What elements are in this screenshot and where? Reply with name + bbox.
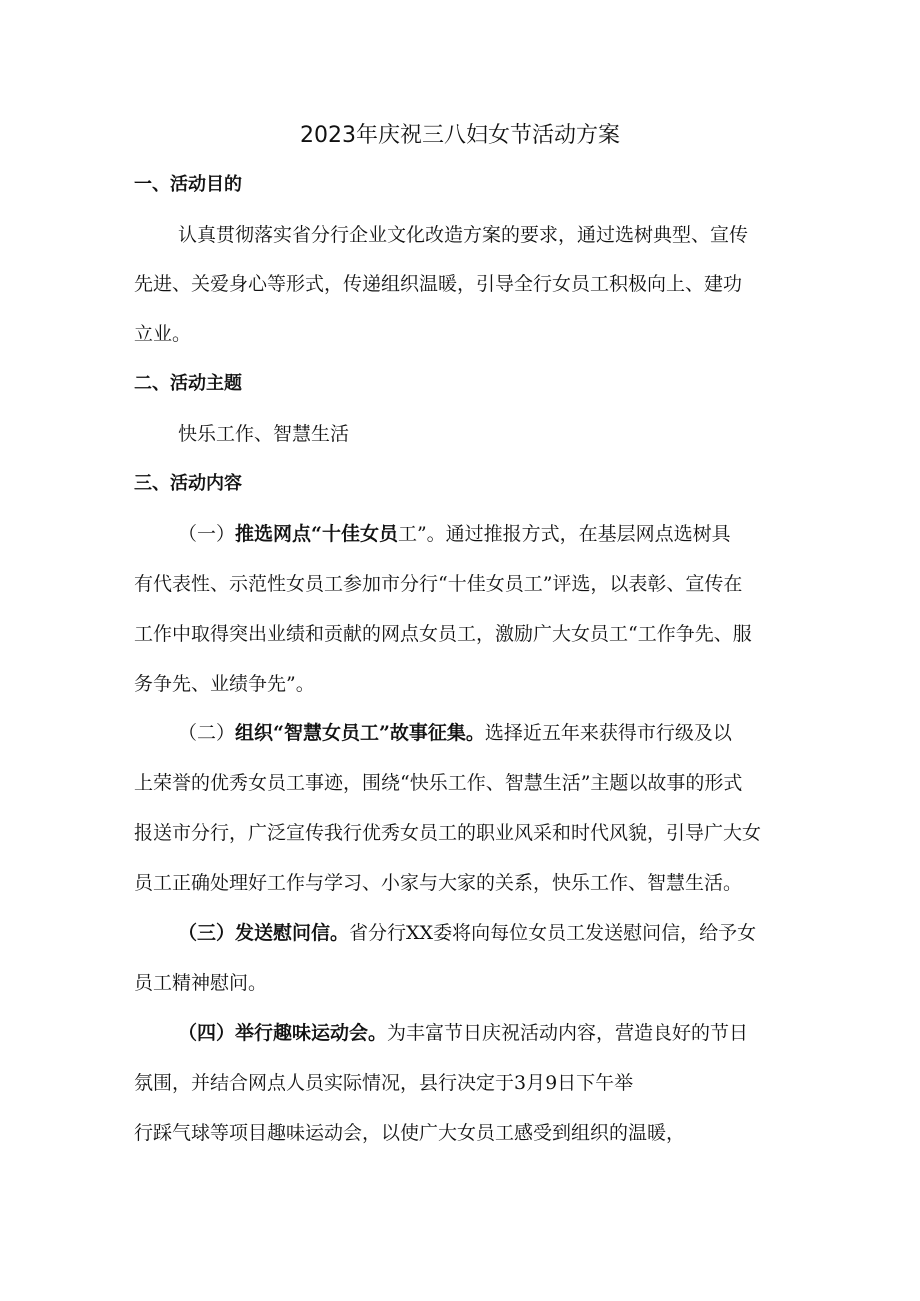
item-2-text: 选择近五年来获得市行级及以 [484,722,732,744]
item-4-title: （四）举行趣味运动会。 [178,1022,388,1044]
paragraph-line: 认真贯彻落实省分行企业文化改造方案的要求，通过选树典型、宣传 [178,224,749,246]
section-heading-theme: 二、活动主题 [134,373,242,394]
paragraph-line: 氛围，并结合网点人员实际情况，县行决定于3月9日下午举 [134,1072,634,1094]
item-1-first-line [178,520,731,548]
paragraph-line: 员工正确处理好工作与学习、小家与大家的关系，快乐工作、智慧生活。 [134,872,743,894]
item-1-text: 工”。通过推报方式，在基层网点选树具 [397,523,731,545]
paragraph-line: 有代表性、示范性女员工参加市分行“十佳女员工”评选，以表彰、宣传在 [134,573,743,595]
paragraph-line: 工作中取得突出业绩和贡献的网点女员工，激励广大女员工“工作争先、服 [134,623,752,645]
paragraph-line: 上荣誉的优秀女员工事迹，围绕“快乐工作、智慧生活”主题以故事的形式 [134,772,743,794]
item-2-lead: （二） [178,722,236,744]
item-3-first-line [178,919,756,947]
paragraph-line: 报送市分行，广泛宣传我行优秀女员工的职业风采和时代风貌，引导广大女 [134,822,762,844]
item-2-title: 组织“智慧女员工”故事征集。 [235,722,485,744]
section-heading-purpose: 一、活动目的 [134,174,242,195]
paragraph-line: 务争先、业绩争先”。 [134,673,315,695]
item-3-title: （三）发送慰问信。 [178,922,350,944]
item-2-first-line [178,719,732,747]
paragraph-line: 先进、关爱身心等形式，传递组织温暖，引导全行女员工积极向上、建功 [134,273,743,295]
item-4-text: 为丰富节日庆祝活动内容，营造良好的节日 [387,1022,749,1044]
section-heading-content: 三、活动内容 [134,473,242,494]
document-title: 2023年庆祝三八妇女节活动方案 [300,123,620,148]
item-3-text: 省分行XX委将向每位女员工发送慰问信，给予女 [349,922,757,944]
paragraph-line: 员工精神慰问。 [134,972,268,994]
item-1-lead: （一） [178,523,236,545]
paragraph-line: 立业。 [134,323,192,345]
item-1-title: 推选网点“十佳女员 [235,523,398,545]
item-4-first-line [178,1019,748,1047]
theme-text: 快乐工作、智慧生活 [178,423,350,445]
paragraph-line: 行踩气球等项目趣味运动会，以使广大女员工感受到组织的温暖， [134,1122,686,1144]
